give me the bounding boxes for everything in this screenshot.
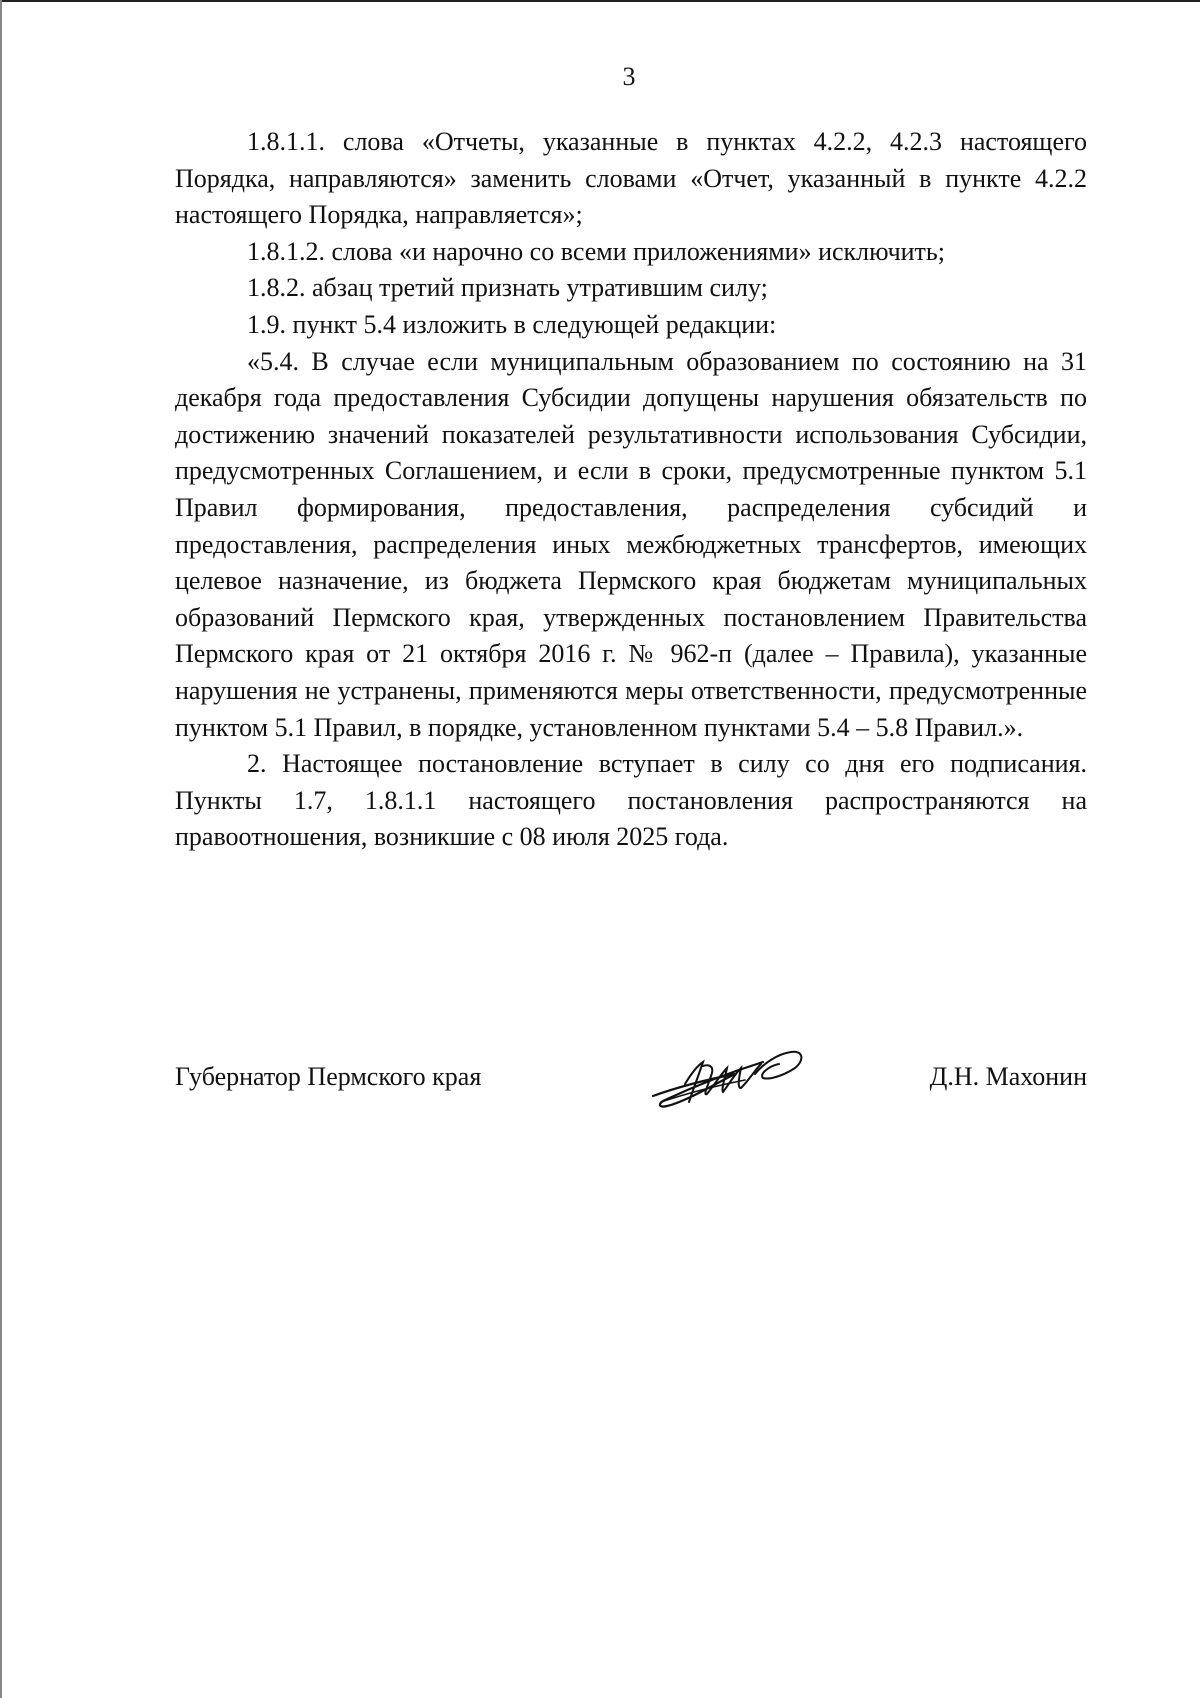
page-number: 3 xyxy=(622,62,636,91)
paragraph-1-8-2: 1.8.2. абзац третий признать утратившим силу; xyxy=(247,273,768,303)
paragraph-1-8-1-2: 1.8.1.2. слова «и нарочно со всеми приложениями» исключить; xyxy=(247,236,946,266)
scan-edge-top xyxy=(0,0,1200,2)
signature-block xyxy=(175,1052,1087,1112)
paragraph-1-9: 1.9. пункт 5.4 изложить в следующей редакции: xyxy=(247,309,777,339)
signatory-name: Д.Н. Махонин xyxy=(929,1062,1087,1091)
paragraph-5-4-quote: «5.4. В случае если муниципальным образованием по состоянию на 31 декабря года предоставления Субсидии допущены нарушения обязательств по достижению значений показателей результативности использования Субсидии, предусмотренных Соглашением, и если в сроки, предусмотренные пунктом 5.1 Правил формирования, предоставления, распределения субсидий и предоставления, распределения иных межбюджетных трансфертов, имеющих целевое назначение, из бюджета Пермского края бюджетам муниципальных образований Пермского края, утвержденных постановлением Правительства Пермского края от 21 октября 2016 г. № 962-п (далее – Правила), указанные нарушения не устранены, применяются меры ответственности, предусмотренные пунктом 5.1 Правил, в порядке, установленном пунктами 5.4 – 5.8 Правил.». xyxy=(175,346,1087,742)
handwritten-signature-icon xyxy=(645,1044,815,1114)
paragraph-1-8-1-1: 1.8.1.1. слова «Отчеты, указанные в пунктах 4.2.2, 4.2.3 настоящего Порядка, направляются» заменить словами «Отчет, указанный в пункте 4.2.2 настоящего Порядка, направляется»; xyxy=(175,127,1087,230)
signatory-title: Губернатор Пермского края xyxy=(175,1062,482,1091)
paragraph-2-effective-date: 2. Настоящее постановление вступает в силу со дня его подписания. Пункты 1.7, 1.8.1.1 настоящего постановления распространяются на правоотношения, возникшие с 08 июля 2025 года. xyxy=(175,749,1087,852)
document-body xyxy=(175,124,1087,856)
scan-edge-left xyxy=(0,0,2,1698)
